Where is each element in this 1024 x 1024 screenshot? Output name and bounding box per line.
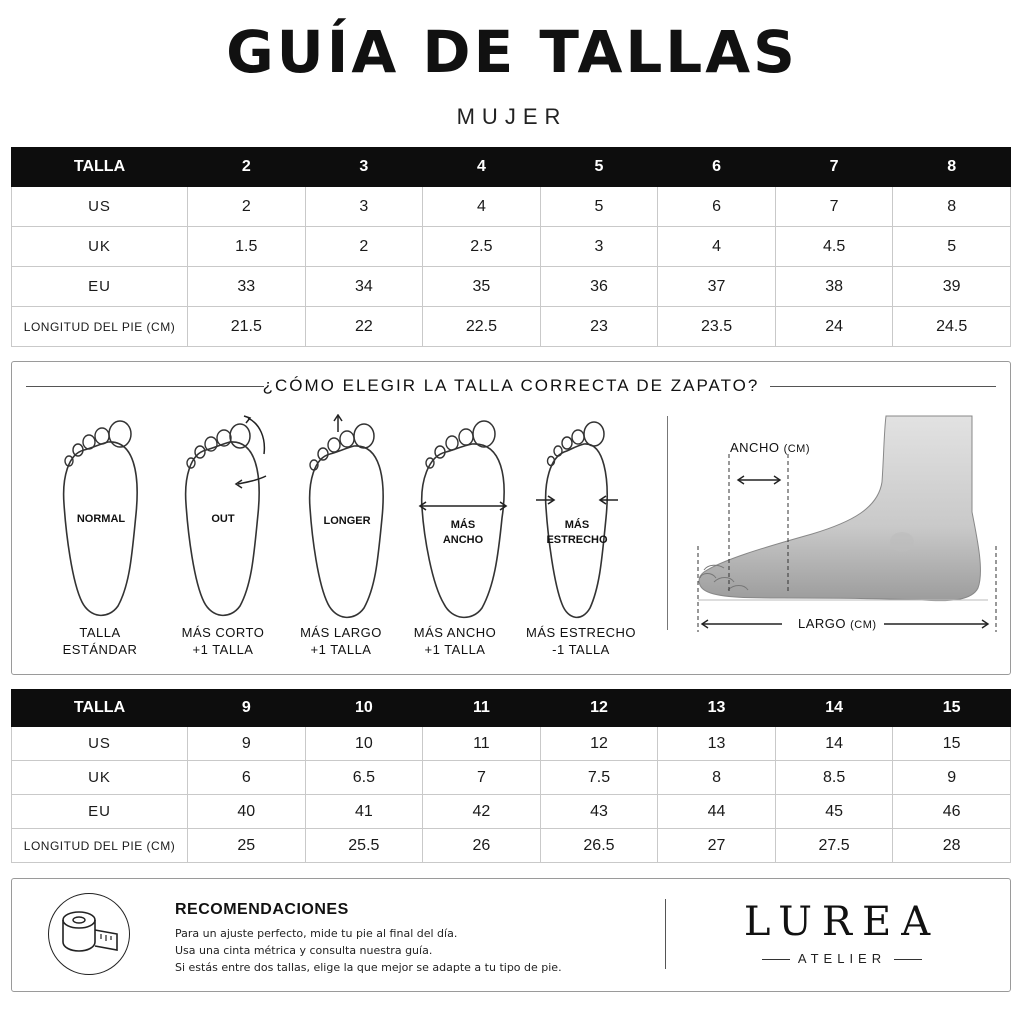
foot-label: MÁS ANCHO	[442, 519, 484, 546]
recommendations-panel	[11, 878, 1011, 992]
foot-measurement-illustration	[672, 392, 1002, 664]
table-cell: 4	[423, 187, 541, 227]
table-cell: 10	[305, 727, 423, 761]
table-cell: 6.5	[305, 761, 423, 795]
size-col: 13	[658, 690, 776, 727]
length-label: LARGO (CM)	[798, 616, 877, 631]
size-col: 15	[893, 690, 1011, 727]
table-cell: 36	[540, 267, 658, 307]
table-cell: 1.5	[188, 227, 306, 267]
table-cell: 7	[423, 761, 541, 795]
row-label: LONGITUD DEL PIE (CM)	[12, 829, 188, 863]
table-row	[12, 795, 1011, 829]
table-cell: 2	[305, 227, 423, 267]
table-cell: 46	[893, 795, 1011, 829]
table-cell: 9	[188, 727, 306, 761]
table-cell: 35	[423, 267, 541, 307]
size-col: 14	[775, 690, 893, 727]
row-label: US	[12, 187, 188, 227]
table-cell: 13	[658, 727, 776, 761]
size-col: 9	[188, 690, 306, 727]
table-cell: 25	[188, 829, 306, 863]
row-label: LONGITUD DEL PIE (CM)	[12, 307, 188, 347]
table-cell: 9	[893, 761, 1011, 795]
table-cell: 4	[658, 227, 776, 267]
row-label: UK	[12, 227, 188, 267]
table-cell: 6	[188, 761, 306, 795]
brand-subtitle: ATELIER	[752, 951, 932, 966]
foot-label: OUT	[211, 513, 235, 525]
table-cell: 26.5	[540, 829, 658, 863]
measuring-tape-icon	[48, 893, 130, 975]
recommendations-title: RECOMENDACIONES	[175, 901, 349, 918]
size-col: 12	[540, 690, 658, 727]
table-cell: 24	[775, 307, 893, 347]
table-cell: 23	[540, 307, 658, 347]
table-cell: 27.5	[775, 829, 893, 863]
table-cell: 27	[658, 829, 776, 863]
size-col: 4	[423, 148, 541, 187]
size-col: 7	[775, 148, 893, 187]
table-row	[12, 307, 1011, 347]
table-cell: 6	[658, 187, 776, 227]
table-cell: 24.5	[893, 307, 1011, 347]
divider	[667, 416, 668, 630]
size-col: 5	[540, 148, 658, 187]
divider	[770, 386, 996, 387]
talla-header: TALLA	[12, 690, 188, 727]
divider	[665, 899, 666, 969]
table-cell: 22.5	[423, 307, 541, 347]
table-cell: 42	[423, 795, 541, 829]
foot-label: MÁS ESTRECHO	[546, 519, 608, 546]
table-cell: 5	[540, 187, 658, 227]
foot-caption: MÁS LARGO +1 TALLA	[300, 625, 382, 657]
table-cell: 21.5	[188, 307, 306, 347]
table-cell: 8	[658, 761, 776, 795]
size-col: 3	[305, 148, 423, 187]
table-cell: 41	[305, 795, 423, 829]
foot-caption: MÁS CORTO +1 TALLA	[181, 625, 265, 657]
row-label: US	[12, 727, 188, 761]
table-cell: 7	[775, 187, 893, 227]
size-header-row	[12, 690, 1011, 727]
recommendation-line: Si estás entre dos tallas, elige la que mejor se adapte a tu tipo de pie.	[175, 961, 562, 974]
table-cell: 7.5	[540, 761, 658, 795]
table-cell: 2	[188, 187, 306, 227]
table-cell: 12	[540, 727, 658, 761]
table-cell: 39	[893, 267, 1011, 307]
table-row	[12, 761, 1011, 795]
table-cell: 5	[893, 227, 1011, 267]
table-cell: 33	[188, 267, 306, 307]
table-cell: 8	[893, 187, 1011, 227]
foot-label: LONGER	[323, 515, 371, 527]
table-row	[12, 227, 1011, 267]
width-label: ANCHO (CM)	[730, 440, 811, 455]
table-cell: 14	[775, 727, 893, 761]
table-cell: 2.5	[423, 227, 541, 267]
size-col: 6	[658, 148, 776, 187]
table-cell: 26	[423, 829, 541, 863]
size-table-top	[11, 147, 1011, 347]
size-col: 10	[305, 690, 423, 727]
tape-graphic	[49, 894, 129, 974]
table-cell: 22	[305, 307, 423, 347]
page-title: GUÍA DE TALLAS	[226, 18, 798, 86]
foot-caption: MÁS ANCHO +1 TALLA	[413, 625, 497, 657]
page-subtitle: MUJER	[456, 104, 568, 129]
table-cell: 23.5	[658, 307, 776, 347]
table-row	[12, 187, 1011, 227]
size-table-bottom	[11, 689, 1011, 863]
table-cell: 11	[423, 727, 541, 761]
size-col: 11	[423, 690, 541, 727]
foot-out	[168, 414, 278, 624]
recommendation-line: Usa una cinta métrica y consulta nuestra guía.	[175, 944, 433, 957]
foot-caption: TALLA ESTÁNDAR	[62, 625, 138, 657]
table-cell: 28	[893, 829, 1011, 863]
talla-header: TALLA	[12, 148, 188, 187]
row-label: EU	[12, 267, 188, 307]
size-col: 2	[188, 148, 306, 187]
table-cell: 44	[658, 795, 776, 829]
table-cell: 40	[188, 795, 306, 829]
foot-normal	[46, 414, 156, 624]
table-cell: 8.5	[775, 761, 893, 795]
size-header-row	[12, 148, 1011, 187]
table-cell: 45	[775, 795, 893, 829]
table-cell: 25.5	[305, 829, 423, 863]
table-cell: 15	[893, 727, 1011, 761]
table-cell: 37	[658, 267, 776, 307]
row-label: UK	[12, 761, 188, 795]
table-cell: 38	[775, 267, 893, 307]
foot-caption: MÁS ESTRECHO -1 TALLA	[525, 625, 636, 657]
recommendation-line: Para un ajuste perfecto, mide tu pie al final del día.	[175, 927, 458, 940]
row-label: EU	[12, 795, 188, 829]
table-row	[12, 727, 1011, 761]
table-row	[12, 267, 1011, 307]
brand-logo: LUREA	[743, 899, 941, 945]
foot-wider	[408, 414, 518, 624]
table-row	[12, 829, 1011, 863]
table-cell: 43	[540, 795, 658, 829]
foot-label: NORMAL	[76, 513, 126, 525]
size-col: 8	[893, 148, 1011, 187]
table-cell: 3	[305, 187, 423, 227]
table-cell: 34	[305, 267, 423, 307]
guide-title: ¿CÓMO ELEGIR LA TALLA CORRECTA DE ZAPATO?	[262, 376, 760, 395]
foot-narrower	[522, 414, 632, 624]
fit-guide-panel	[11, 361, 1011, 675]
foot-longer	[292, 414, 402, 624]
table-cell: 4.5	[775, 227, 893, 267]
table-cell: 3	[540, 227, 658, 267]
